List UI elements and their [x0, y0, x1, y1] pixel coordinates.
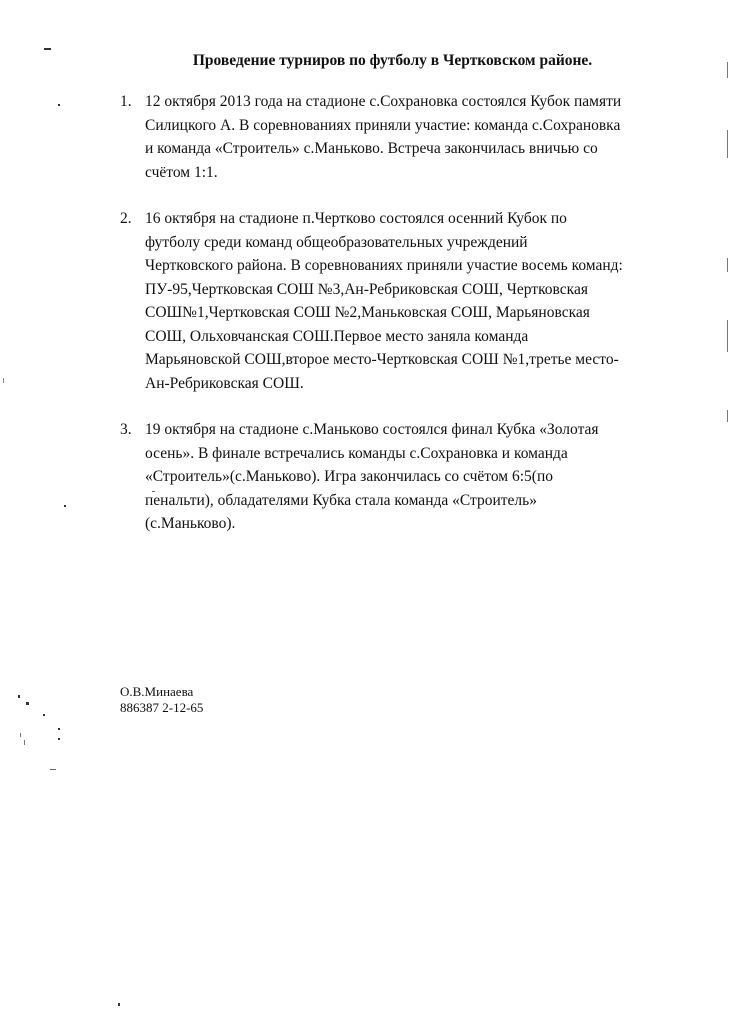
- item-line: СОШ№1,Чертковская СОШ №2,Маньковская СОШ, Марьяновская: [145, 304, 590, 321]
- item-number: 3.: [120, 421, 132, 438]
- item-line: 19 октября на стадионе с.Маньково состоялся финал Кубка «Золотая: [145, 421, 599, 438]
- item-line: футболу среди команд общеобразовательных учреждений: [145, 233, 528, 251]
- item-line: и команда «Строитель» с.Маньково. Встреча закончилась вничью со: [145, 140, 598, 157]
- signature-phone: 886387 2-12-65: [120, 700, 204, 715]
- scan-speck: [3, 378, 4, 383]
- scan-speck: [24, 740, 25, 745]
- scan-speck: [43, 714, 45, 716]
- item-line: (с.Маньково).: [145, 515, 236, 532]
- scan-edge-mark: [727, 410, 728, 422]
- item-number: 2.: [120, 210, 132, 227]
- event-item-1: [120, 90, 690, 184]
- item-line: 16 октября на стадионе п.Чертково состоялся осенний Кубок по: [145, 210, 567, 227]
- item-line: 12 октября 2013 года на стадионе с.Сохрановка состоялся Кубок памяти: [145, 93, 622, 110]
- scan-speck: [118, 1003, 120, 1006]
- item-line: Силицкого А. В соревнованиях приняли участие: команда с.Сохрановка: [145, 116, 621, 134]
- signature-block: [120, 684, 203, 716]
- scan-speck: [44, 48, 51, 50]
- item-line: Чертковского района. В соревнованиях приняли участие восемь команд:: [145, 257, 623, 274]
- item-line: осень». В финале встречались команды с.Сохрановка и команда: [145, 444, 568, 462]
- document-title: Проведение турниров по футболу в Чертковском районе.: [192, 52, 593, 69]
- item-line: Ан-Ребриковская СОШ.: [145, 374, 304, 392]
- scan-speck: [20, 733, 21, 737]
- scan-edge-mark: [727, 130, 728, 158]
- signature-name: О.В.Минаева: [120, 684, 194, 699]
- item-line: счётом 1:1.: [145, 163, 218, 181]
- scan-speck: [58, 104, 60, 106]
- scan-speck: [26, 702, 29, 705]
- scan-speck: [58, 728, 60, 730]
- scan-speck: [58, 738, 60, 740]
- item-line: СОШ, Ольховчанская СОШ.Первое место заняла команда: [145, 327, 529, 345]
- item-line: «Строитель»(с.Маньково). Игра закончилась со счётом 6:5(по: [145, 468, 554, 485]
- scan-edge-mark: [727, 320, 728, 352]
- item-line: ПУ-95,Чертковская СОШ №3,Ан-Ребриковская СОШ, Чертковская: [145, 280, 588, 298]
- scan-edge-mark: [727, 258, 728, 272]
- scan-speck: [50, 769, 56, 770]
- scan-speck: [152, 491, 155, 492]
- event-list: [120, 90, 690, 536]
- event-item-3: [120, 418, 690, 536]
- item-line: пенальти), обладателями Кубка стала команда «Строитель»: [145, 491, 537, 509]
- event-item-2: [120, 207, 690, 395]
- item-number: 1.: [120, 93, 132, 110]
- scan-edge-mark: [727, 62, 728, 78]
- item-line: Марьяновской СОШ,второе место-Чертковская СОШ №1,третье место-: [145, 351, 619, 368]
- scan-speck: [64, 505, 66, 507]
- scan-speck: [18, 695, 20, 698]
